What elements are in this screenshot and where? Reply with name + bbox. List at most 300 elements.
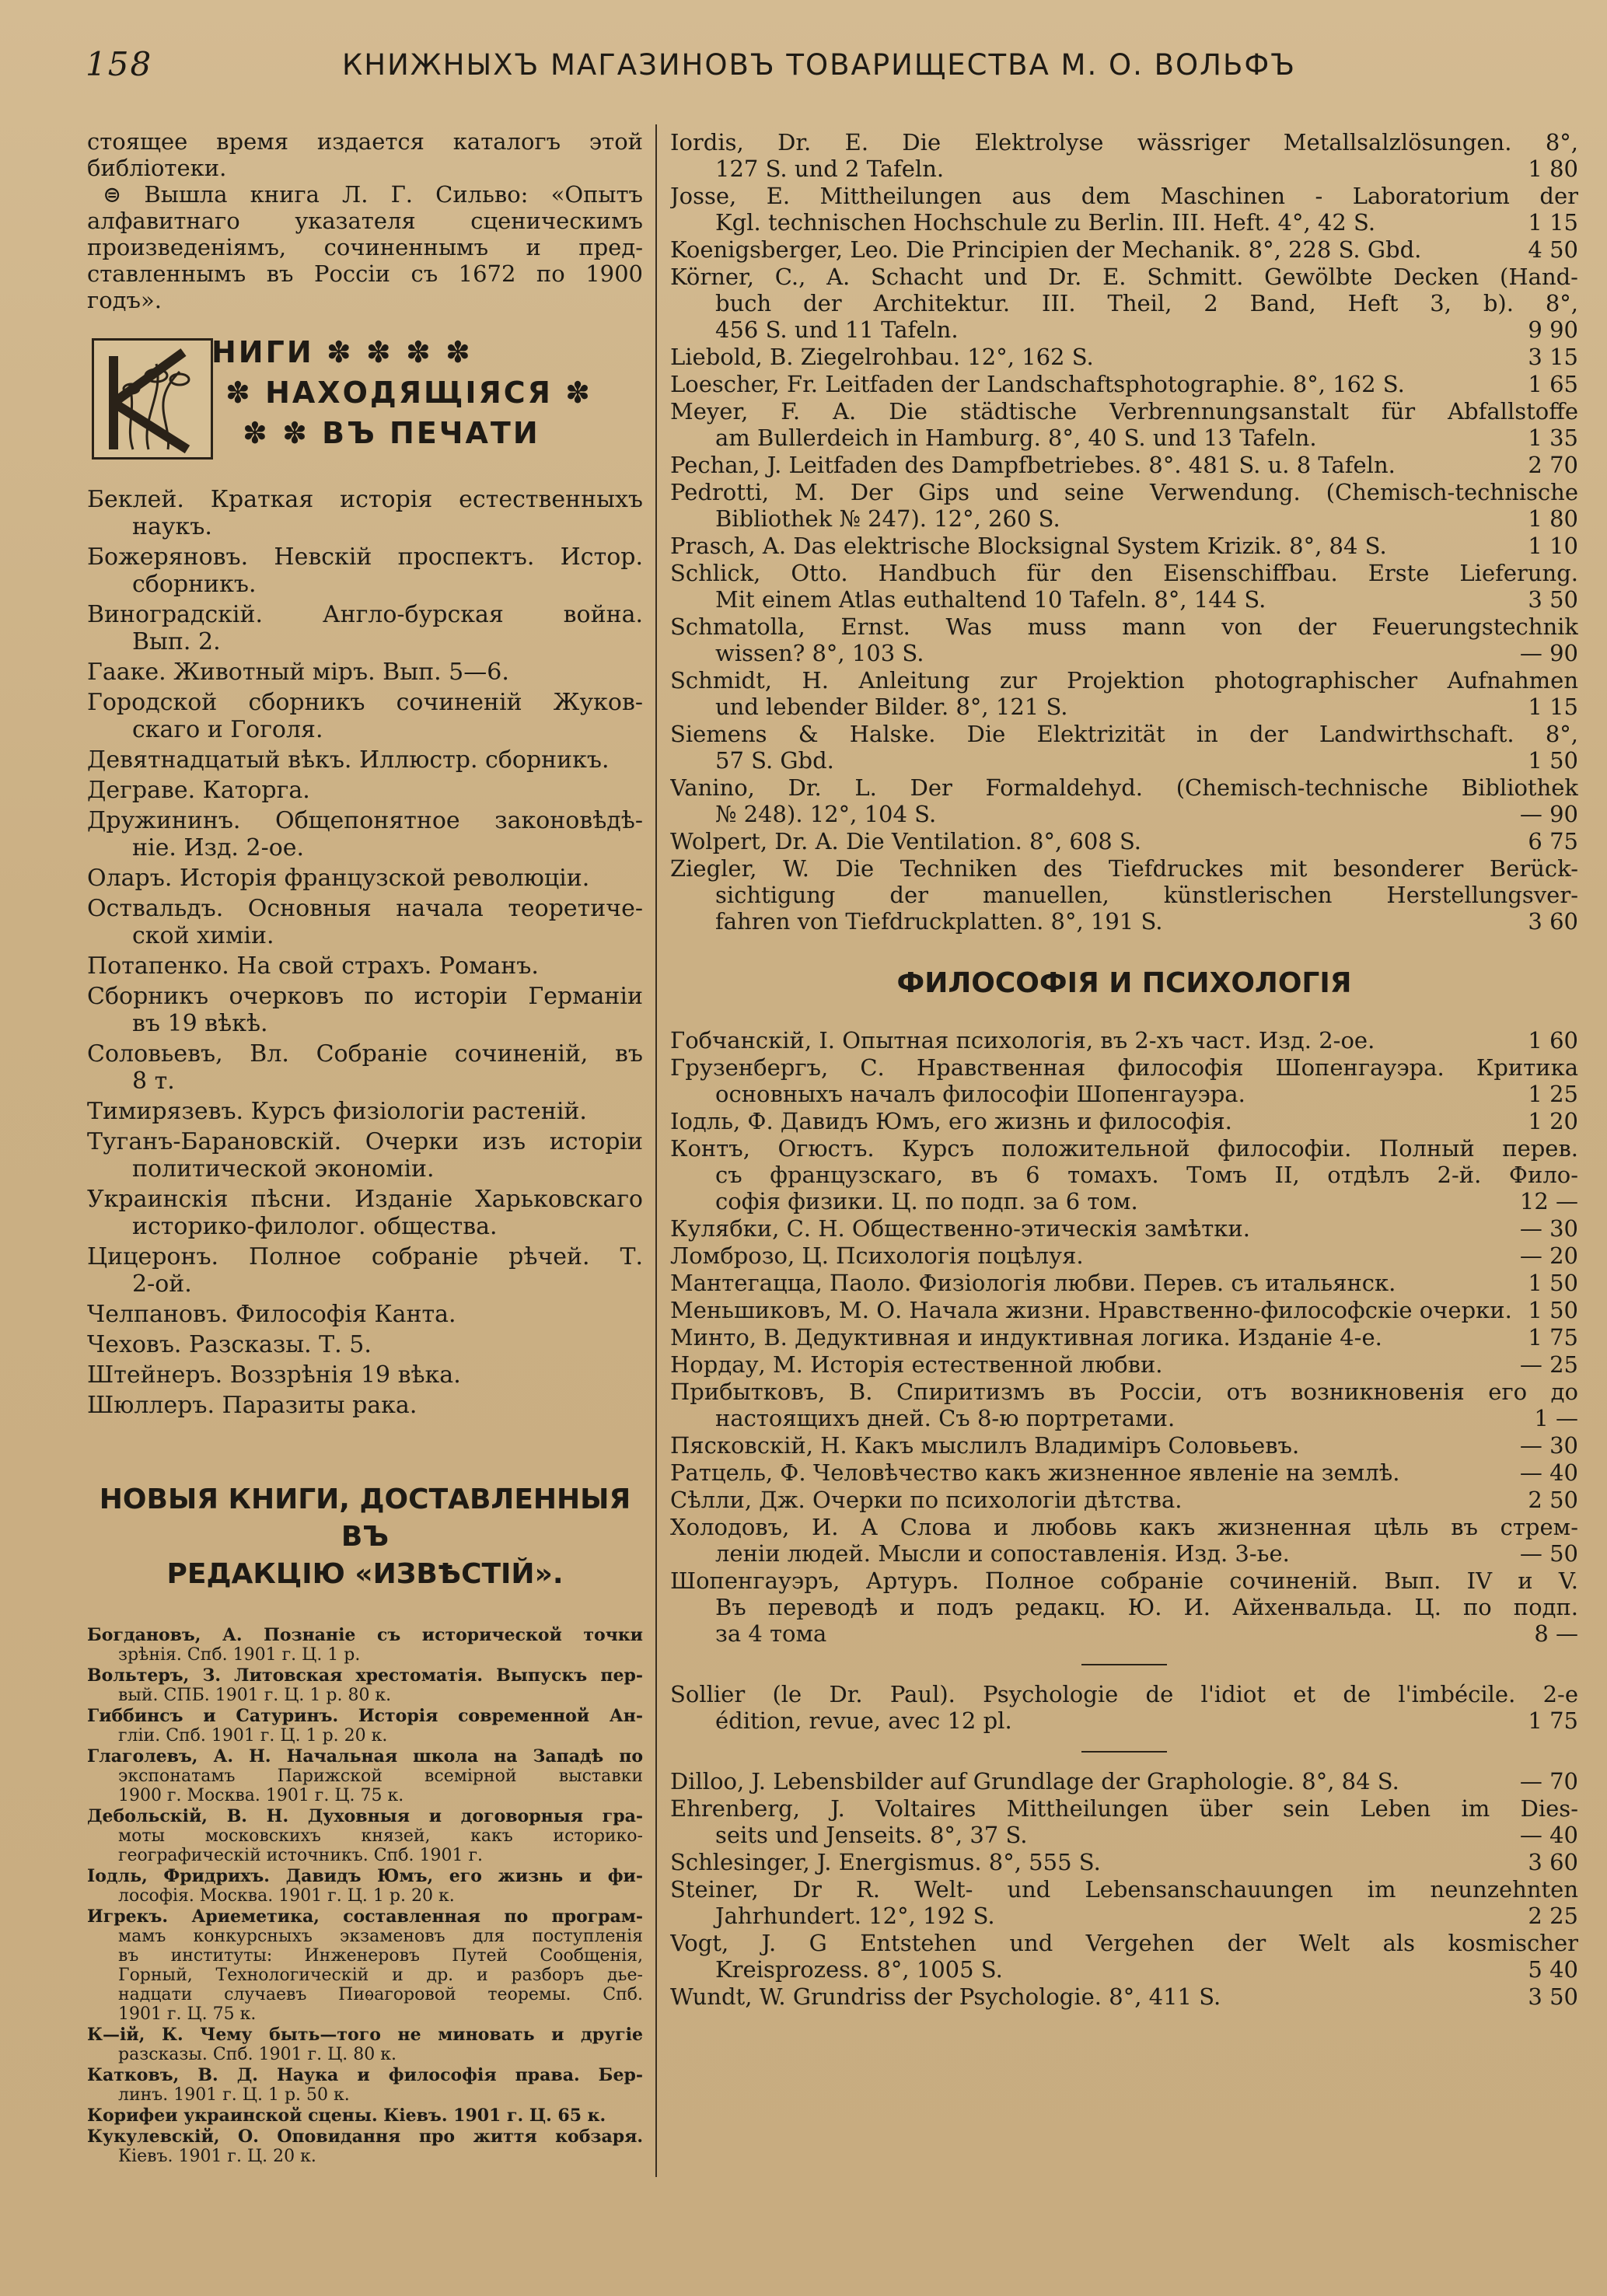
tech-entry-line: Meyer, F. A. Die städtische Verbrennungsanstalt für Abfallstoffe	[670, 398, 1578, 425]
german-entry-text: Wundt, W. Grundriss der Psychologie. 8°, 411 S.	[670, 1983, 1221, 2010]
philosophy-entry-price: 1 20	[1528, 1108, 1578, 1134]
tech-entry-line: Pedrotti, M. Der Gips und seine Verwendung. (Chemisch-technische	[670, 479, 1578, 505]
press-entry	[87, 952, 643, 980]
philosophy-books-list	[670, 1027, 1578, 1647]
philosophy-entry	[670, 1432, 1578, 1459]
tech-entry	[670, 533, 1578, 559]
german-entry-text: Dilloo, J. Lebensbilder auf Grundlage der Graphologie. 8°, 84 S.	[670, 1768, 1399, 1795]
philosophy-entry-last-line	[670, 1351, 1578, 1378]
tech-entry	[670, 721, 1578, 774]
german-entry-last-line	[670, 1983, 1578, 2010]
german-entry-price: 2 25	[1528, 1903, 1578, 1929]
right-column	[670, 128, 1578, 2189]
press-heading-block	[87, 335, 643, 460]
new-book-line: Горный, Технологическій и др. и разборъ дье-	[118, 1966, 643, 1985]
philosophy-entry-last-line	[670, 1620, 1578, 1647]
german-entry	[670, 1768, 1578, 1795]
tech-entry-last-line	[670, 801, 1578, 827]
page-title: КНИЖНЫХЪ МАГАЗИНОВЪ ТОВАРИЩЕСТВА М. О. ВОЛЬФЪ	[342, 48, 1297, 82]
philosophy-entry	[670, 1108, 1578, 1134]
philosophy-entry	[670, 1567, 1578, 1647]
german-entry	[670, 1849, 1578, 1875]
philosophy-entry-last-line	[670, 1487, 1578, 1513]
philosophy-entry-text: Пясковскій, Н. Какъ мыслилъ Владиміръ Соловьевъ.	[670, 1432, 1300, 1459]
german-entry-last-line	[670, 1768, 1578, 1795]
books-in-press-list	[87, 486, 643, 1419]
german-entry-last-line	[670, 1822, 1578, 1848]
new-book-line: Кукулевскій, О. Оповидання про життя кобзаря.	[87, 2127, 643, 2147]
ornamental-initial-K-icon	[92, 338, 213, 460]
tech-entry-text: Prasch, A. Das elektrische Blocksignal System Krizik. 8°, 84 S.	[670, 533, 1387, 559]
new-book-line: линъ. 1901 г. Ц. 1 р. 50 к.	[118, 2085, 350, 2105]
page-number: 158	[86, 45, 153, 83]
press-entry-line: Вып. 2.	[132, 628, 221, 655]
intro-line: произведеніямъ, сочиненнымъ и пред-	[87, 234, 643, 260]
new-book-line: Іодль, Фридрихъ. Давидъ Юмъ, его жизнь и фи-	[87, 1866, 643, 1886]
tech-entry-last-line	[670, 236, 1578, 263]
press-entry-line: Шюллеръ. Паразиты рака.	[87, 1392, 417, 1419]
press-entry	[87, 895, 643, 949]
german-entry-line: Steiner, Dr R. Welt- und Lebensanschauungen im neunzehnten	[670, 1876, 1578, 1903]
philosophy-entry-price: 1 75	[1528, 1324, 1578, 1351]
tech-entry-text: Koenigsberger, Leo. Die Principien der Mechanik. 8°, 228 S. Gbd.	[670, 236, 1422, 263]
french-books-list	[670, 1681, 1578, 1734]
philosophy-entry-text: Нордау, М. Исторія естественной любви.	[670, 1351, 1163, 1378]
tech-entry-price: 6 75	[1528, 828, 1578, 854]
tech-entry-line: buch der Architektur. III. Theil, 2 Band, Heft 3, b). 8°,	[715, 290, 1578, 316]
philosophy-entry-line: съ французскаго, въ 6 томахъ. Томъ II, отдѣлъ 2-й. Фило-	[715, 1162, 1578, 1188]
tech-entry-last-line	[670, 505, 1578, 532]
philosophy-entry	[670, 1297, 1578, 1323]
tech-entry-line: Vanino, Dr. L. Der Formaldehyd. (Chemisch-technische Bibliothek	[670, 774, 1578, 801]
tech-entry-last-line	[670, 828, 1578, 854]
new-book-entry	[87, 1807, 643, 1865]
new-book-line: Игрекъ. Ариеметика, составленная по програм-	[87, 1906, 643, 1927]
press-entry	[87, 1392, 643, 1419]
tech-entry	[670, 855, 1578, 935]
philosophy-entry-price: 12 —	[1519, 1188, 1578, 1214]
tech-entry	[670, 613, 1578, 666]
new-book-line: Богдановъ, А. Познаніе съ исторической точки	[87, 1625, 643, 1645]
tech-entry-price: 1 65	[1528, 371, 1578, 397]
philosophy-entry-price: — 20	[1519, 1242, 1578, 1269]
new-book-line: 1901 г. Ц. 75 к.	[118, 2004, 257, 2024]
new-book-entry	[87, 2127, 643, 2166]
press-entry	[87, 1243, 643, 1298]
german-entry-last-line	[670, 1849, 1578, 1875]
philosophy-entry-text: Сѣлли, Дж. Очерки по психологіи дѣтства.	[670, 1487, 1183, 1513]
new-book-entry	[87, 1626, 643, 1665]
tech-entry-price: 3 15	[1528, 344, 1578, 370]
new-book-entry	[87, 2066, 643, 2105]
tech-entry-price: 9 90	[1528, 316, 1578, 343]
philosophy-entry-price: 1 50	[1528, 1270, 1578, 1296]
new-book-line: Вольтеръ, З. Литовская хрестоматія. Выпускъ пер-	[87, 1665, 643, 1686]
philosophy-entry-price: 8 —	[1534, 1620, 1578, 1647]
tech-entry-price: 2 70	[1528, 452, 1578, 478]
tech-entry-line: sichtigung der manuellen, künstlerischen Herstellungsver-	[715, 882, 1578, 908]
tech-entry-last-line	[670, 452, 1578, 478]
tech-entry-line: Schmatolla, Ernst. Was muss mann von der Feuerungstechnik	[670, 613, 1578, 640]
press-entry-line: Бeклей. Краткая исторія естественныхъ	[87, 486, 643, 513]
press-entry	[87, 486, 643, 540]
new-book-entry	[87, 2025, 643, 2064]
tech-entry	[670, 344, 1578, 370]
press-entry-line: Тимирязевъ. Курсъ физіологіи растеній.	[87, 1098, 587, 1125]
philosophy-entry	[670, 1135, 1578, 1214]
press-entry-line: Дружининъ. Общепонятное законовѣдѣ-	[87, 807, 643, 834]
press-entry-line: Городской сборникъ сочиненій Жуков-	[87, 689, 643, 716]
new-book-entry	[87, 1867, 643, 1906]
column-divider	[655, 124, 657, 2177]
press-entry	[87, 807, 643, 861]
tech-entry-line: Schlick, Otto. Handbuch für den Eisenschiffbau. Erste Lieferung.	[670, 560, 1578, 586]
tech-entry-price: 1 35	[1528, 425, 1578, 451]
philosophy-entry-last-line	[670, 1270, 1578, 1296]
press-entry-line: Оларъ. Исторія французской революціи.	[87, 865, 590, 892]
tech-entry-price: 4 50	[1528, 236, 1578, 263]
philosophy-entry-line: Холодовъ, И. А Слова и любовь какъ жизненная цѣль въ стрем-	[670, 1514, 1578, 1540]
tech-entry-text: Wolpert, Dr. A. Die Ventilation. 8°, 608 S.	[670, 828, 1142, 854]
new-book-line: мамъ конкурсныхъ экзаменовъ для поступленія	[118, 1927, 643, 1946]
new-book-line: географическій источникъ. Спб. 1901 г.	[118, 1846, 483, 1865]
tech-entry-line: Schmidt, H. Anleitung zur Projektion photographischer Aufnahmen	[670, 667, 1578, 694]
philosophy-entry-last-line	[670, 1027, 1578, 1054]
press-entry-line: Божеряновъ. Невскій проспектъ. Истор.	[87, 543, 643, 571]
tech-entry-line: Josse, E. Mittheilungen aus dem Maschinen - Laboratorium der	[670, 183, 1578, 209]
press-entry	[87, 659, 643, 686]
german-entry-line: Ehrenberg, J. Voltaires Mittheilungen über sein Leben im Dies-	[670, 1795, 1578, 1822]
new-book-entry	[87, 2106, 643, 2126]
tech-entry-line: Ziegler, W. Die Techniken des Tiefdruckes mit besonderer Berück-	[670, 855, 1578, 882]
sollier-entry-price: 1 75	[1528, 1707, 1578, 1734]
tech-entry-last-line	[670, 316, 1578, 343]
tech-entry-last-line	[670, 640, 1578, 666]
press-heading-line-2: ✽ НАХОДЯЩІЯСЯ ✽	[225, 376, 592, 410]
tech-entry	[670, 828, 1578, 854]
tech-entry-text: Liebold, B. Ziegelrohbau. 12°, 162 S.	[670, 344, 1094, 370]
philosophy-entry	[670, 1514, 1578, 1567]
philosophy-entry-last-line	[670, 1324, 1578, 1351]
new-book-entry	[87, 1707, 643, 1746]
press-entry	[87, 865, 643, 892]
tech-entry-text: Mit einem Atlas euthaltend 10 Tafeln. 8°, 144 S.	[715, 586, 1266, 613]
page-header	[86, 45, 1578, 92]
philosophy-entry-last-line	[670, 1188, 1578, 1214]
new-book-line: Дебольскій, В. Н. Духовныя и договорныя гра-	[87, 1806, 643, 1826]
press-entry	[87, 746, 643, 774]
philosophy-entry-price: 1 60	[1528, 1027, 1578, 1054]
tech-entry-price: — 90	[1519, 640, 1578, 666]
tech-entry-text: 456 S. und 11 Tafeln.	[715, 316, 959, 343]
press-entry-line: въ 19 вѣкѣ.	[132, 1010, 268, 1037]
new-book-line: лософія. Москва. 1901 г. Ц. 1 р. 20 к.	[118, 1886, 455, 1906]
german-entry-text: Schlesinger, J. Energismus. 8°, 555 S.	[670, 1849, 1101, 1875]
philosophy-entry-price: 1 25	[1528, 1081, 1578, 1107]
intro-line: стоящее время издается каталогъ этой	[87, 128, 643, 155]
press-entry-line: Оствальдъ. Основныя начала теоретиче-	[87, 895, 643, 922]
philosophy-entry	[670, 1027, 1578, 1054]
philosophy-entry-text: за 4 тома	[715, 1620, 827, 1647]
philosophy-entry-last-line	[670, 1108, 1578, 1134]
press-entry	[87, 1128, 643, 1183]
new-books-heading-line-2: РЕДАКЦІЮ «ИЗВѢСТІЙ».	[166, 1558, 564, 1590]
press-entry-line: Челпановъ. Философія Канта.	[87, 1301, 456, 1328]
press-entry-line: Чеховъ. Разсказы. Т. 5.	[87, 1331, 372, 1358]
philosophy-entry-text: основныхъ началъ философіи Шопенгауэра.	[715, 1081, 1245, 1107]
tech-entry	[670, 264, 1578, 343]
tech-entry-text: Bibliothek № 247). 12°, 260 S.	[715, 505, 1060, 532]
philosophy-entry-price: — 50	[1519, 1540, 1578, 1567]
tech-entry-line: Körner, C., A. Schacht und Dr. E. Schmitt. Gewölbte Decken (Hand-	[670, 264, 1578, 290]
tech-entry	[670, 398, 1578, 451]
press-entry	[87, 1040, 643, 1095]
left-column	[87, 128, 643, 2189]
german-entry-text: seits und Jenseits. 8°, 37 S.	[715, 1822, 1028, 1848]
philosophy-entry-text: софія физики. Ц. по подп. за 6 том.	[715, 1188, 1138, 1214]
philosophy-entry-text: Ратцель, Ф. Человѣчество какъ жизненное явленіе на землѣ.	[670, 1459, 1400, 1486]
german-entry-price: 5 40	[1528, 1956, 1578, 1983]
intro-line: ⊜ Вышла книга Л. Г. Сильво: «Опытъ	[103, 181, 643, 208]
tech-entry-price: 1 80	[1528, 505, 1578, 532]
new-book-line: экспонатамъ Парижской всемірной выставки	[118, 1767, 643, 1786]
german-entry-price: 3 50	[1528, 1983, 1578, 2010]
sollier-entry-line: Sollier (le Dr. Paul). Psychologie de l'idiot et de l'imbécile. 2-e	[670, 1681, 1578, 1707]
philosophy-entry-line: Шопенгауэръ, Артуръ. Полное собраніе сочиненій. Вып. IV и V.	[670, 1567, 1578, 1594]
press-entry	[87, 601, 643, 655]
tech-entry-price: 1 15	[1528, 209, 1578, 236]
philosophy-entry-text: Меньшиковъ, М. О. Начала жизни. Нравственно-философскіе очерки.	[670, 1297, 1512, 1323]
tech-entry-text: am Bullerdeich in Hamburg. 8°, 40 S. und 13 Tafeln.	[715, 425, 1317, 451]
tech-entry-last-line	[670, 533, 1578, 559]
intro-line: годъ».	[87, 287, 162, 313]
philosophy-entry-text: Минто, В. Дедуктивная и индуктивная логика. Изданіе 4-е.	[670, 1324, 1382, 1351]
philosophy-entry-last-line	[670, 1242, 1578, 1269]
philosophy-entry-line: Контъ, Огюстъ. Курсъ положительной философіи. Полный перев.	[670, 1135, 1578, 1162]
tech-entry-line: Siemens & Halske. Die Elektrizität in der Landwirthschaft. 8°,	[670, 721, 1578, 747]
philosophy-entry-last-line	[670, 1540, 1578, 1567]
new-book-line: К—ій, К. Чему быть—того не миновать и другіе	[87, 2025, 643, 2045]
tech-entry-last-line	[670, 156, 1578, 182]
intro-line: ставленнымъ въ Россіи съ 1672 по 1900	[87, 260, 643, 287]
tech-entry-text: 127 S. und 2 Tafeln.	[715, 156, 945, 182]
new-book-line: зрѣнія. Спб. 1901 г. Ц. 1 р.	[118, 1645, 361, 1665]
press-entry	[87, 543, 643, 598]
tech-entry-text: Kgl. technischen Hochschule zu Berlin. III. Heft. 4°, 42 S.	[715, 209, 1376, 236]
press-entry	[87, 983, 643, 1037]
tech-entry-last-line	[670, 747, 1578, 774]
tech-entry-price: 1 15	[1528, 694, 1578, 720]
german-entry-last-line	[670, 1956, 1578, 1983]
philosophy-entry	[670, 1487, 1578, 1513]
press-heading-line-1: НИГИ ✽ ✽ ✽ ✽	[211, 335, 473, 369]
german-entry-text: Kreisprozess. 8°, 1005 S.	[715, 1956, 1003, 1983]
new-book-line: Катковъ, В. Д. Наука и философія права. Бер-	[87, 2065, 643, 2085]
press-entry-line: ской химіи.	[132, 922, 274, 949]
intro-line: библіотеки.	[87, 155, 227, 181]
press-entry	[87, 1098, 643, 1125]
tech-entry-last-line	[670, 209, 1578, 236]
new-book-entry	[87, 1907, 643, 2024]
german-entry-price: — 70	[1519, 1768, 1578, 1795]
new-book-line: разсказы. Спб. 1901 г. Ц. 80 к.	[118, 2045, 397, 2064]
press-entry-line: Соловьевъ, Вл. Собраніе сочиненій, въ	[87, 1040, 643, 1068]
tech-entry-price: — 90	[1519, 801, 1578, 827]
philosophy-entry-last-line	[670, 1081, 1578, 1107]
press-entry-line: Сборникъ очерковъ по исторіи Германіи	[87, 983, 643, 1010]
tech-entry-text: und lebender Bilder. 8°, 121 S.	[715, 694, 1068, 720]
press-entry-line: Гааке. Животный міръ. Вып. 5—6.	[87, 659, 509, 686]
philosophy-entry	[670, 1324, 1578, 1351]
tech-entry	[670, 371, 1578, 397]
section-rule	[1081, 1751, 1167, 1753]
philosophy-entry-price: — 30	[1519, 1215, 1578, 1242]
sollier-entry-last-line	[670, 1707, 1578, 1734]
philosophy-entry-text: Гобчанскій, I. Опытная психологія, въ 2-хъ част. Изд. 2-ое.	[670, 1027, 1375, 1054]
german-entry	[670, 1876, 1578, 1929]
philosophy-entry-price: 1 50	[1528, 1297, 1578, 1323]
new-book-line: вый. СПБ. 1901 г. Ц. 1 р. 80 к.	[118, 1686, 392, 1705]
press-entry-line: Девятнадцатый вѣкъ. Иллюстр. сборникъ.	[87, 746, 610, 774]
philosophy-entry-text: Ломброзо, Ц. Психологія поцѣлуя.	[670, 1242, 1084, 1269]
tech-entry	[670, 479, 1578, 532]
tech-entry	[670, 667, 1578, 720]
new-books-heading-line-1: НОВЫЯ КНИГИ, ДОСТАВЛЕННЫЯ ВЪ	[99, 1483, 631, 1553]
tech-entry-last-line	[670, 694, 1578, 720]
tech-entry	[670, 452, 1578, 478]
tech-entry-price: 3 50	[1528, 586, 1578, 613]
philosophy-entry-price: — 25	[1519, 1351, 1578, 1378]
german-entry-last-line	[670, 1903, 1578, 1929]
tech-entry	[670, 560, 1578, 613]
sollier-entry-text: édition, revue, avec 12 pl.	[715, 1707, 1012, 1734]
press-entry	[87, 1301, 643, 1328]
press-entry-line: политической экономіи.	[132, 1155, 435, 1183]
new-book-line: Кіевъ. 1901 г. Ц. 20 к.	[118, 2147, 316, 2166]
tech-entry-text: № 248). 12°, 104 S.	[715, 801, 937, 827]
press-entry	[87, 689, 643, 743]
tech-entry	[670, 774, 1578, 827]
tech-entry-last-line	[670, 586, 1578, 613]
press-entry-line: наукъ.	[132, 513, 212, 540]
german-entry-price: 3 60	[1528, 1849, 1578, 1875]
philosophy-entry	[670, 1242, 1578, 1269]
press-entry	[87, 1331, 643, 1358]
new-book-line: 1900 г. Москва. 1901 г. Ц. 75 к.	[118, 1786, 404, 1805]
philosophy-entry-text: настоящихъ дней. Съ 8-ю портретами.	[715, 1405, 1176, 1431]
technical-books-list	[670, 129, 1578, 935]
new-books-heading	[87, 1481, 643, 1593]
tech-entry-price: 1 50	[1528, 747, 1578, 774]
tech-entry-text: Pechan, J. Leitfaden des Dampfbetriebes. 8°. 481 S. u. 8 Tafeln.	[670, 452, 1396, 478]
new-book-line: гліи. Спб. 1901 г. Ц. 1 р. 20 к.	[118, 1726, 388, 1746]
section-rule	[1081, 1664, 1167, 1665]
philosophy-entry	[670, 1351, 1578, 1378]
tech-entry-line: Iordis, Dr. E. Die Elektrolyse wässriger Metallsalzlösungen. 8°,	[670, 129, 1578, 156]
tech-entry-text: 57 S. Gbd.	[715, 747, 834, 774]
philosophy-entry-last-line	[670, 1405, 1578, 1431]
philosophy-entry-text: Кулябки, С. Н. Общественно-этическія замѣтки.	[670, 1215, 1250, 1242]
new-book-entry	[87, 1747, 643, 1805]
philosophy-entry-text: Іодль, Ф. Давидъ Юмъ, его жизнь и философія.	[670, 1108, 1232, 1134]
german-entry	[670, 1930, 1578, 1983]
press-entry-line: сборникъ.	[132, 571, 257, 598]
philosophy-entry-last-line	[670, 1297, 1578, 1323]
philosophy-entry-last-line	[670, 1459, 1578, 1486]
tech-entry-last-line	[670, 371, 1578, 397]
german-entry-line: Vogt, J. G Entstehen und Vergehen der Welt als kosmischer	[670, 1930, 1578, 1956]
new-book-line: въ институты: Инженеровъ Путей Сообщенія,	[118, 1946, 643, 1966]
philosophy-entry-last-line	[670, 1215, 1578, 1242]
tech-entry-price: 1 10	[1528, 533, 1578, 559]
new-book-entry	[87, 1666, 643, 1705]
philosophy-entry-last-line	[670, 1432, 1578, 1459]
tech-entry	[670, 129, 1578, 182]
press-entry-line: Цицеронъ. Полное собраніе рѣчей. Т.	[87, 1243, 643, 1270]
philosophy-entry-price: 2 50	[1528, 1487, 1578, 1513]
press-entry	[87, 1361, 643, 1389]
new-book-line: Глаголевъ, А. Н. Начальная школа на Западѣ по	[87, 1746, 643, 1767]
sollier-entry	[670, 1681, 1578, 1734]
intro-line: алфавитнаго указателя сценическимъ	[87, 208, 643, 234]
tech-entry-text: wissen? 8°, 103 S.	[715, 640, 924, 666]
press-heading-line-3: ✽ ✽ ВЪ ПЕЧАТИ	[243, 416, 540, 450]
new-books-list	[87, 1626, 643, 2166]
tech-entry-price: 3 60	[1528, 908, 1578, 935]
new-book-line: Корифеи украинской сцены. Кіевъ. 1901 г. Ц. 65 к.	[87, 2106, 606, 2126]
press-entry-line: Штейнеръ. Воззрѣнія 19 вѣка.	[87, 1361, 461, 1389]
philosophy-entry-price: — 30	[1519, 1432, 1578, 1459]
philosophy-entry	[670, 1379, 1578, 1431]
tech-entry-text: Loescher, Fr. Leitfaden der Landschaftsphotographie. 8°, 162 S.	[670, 371, 1405, 397]
tech-entry	[670, 183, 1578, 236]
press-entry-line: 8 т.	[132, 1068, 175, 1095]
philosophy-entry	[670, 1215, 1578, 1242]
german-entry-text: Jahrhundert. 12°, 192 S.	[715, 1903, 995, 1929]
press-entry-line: Украинскія пѣсни. Изданіе Харьковскаго	[87, 1186, 643, 1213]
philosophy-entry-text: Мантегацца, Паоло. Физіологія любви. Перев. съ итальянск.	[670, 1270, 1396, 1296]
german-entry-price: — 40	[1519, 1822, 1578, 1848]
press-entry-line: ніе. Изд. 2-ое.	[132, 834, 305, 861]
press-entry-line: Туганъ-Барановскій. Очерки изъ исторіи	[87, 1128, 643, 1155]
tech-entry	[670, 236, 1578, 263]
new-book-line: моты московскихъ князей, какъ историко-	[118, 1826, 643, 1846]
philosophy-entry-line: Прибытковъ, В. Спиритизмъ въ Россіи, отъ возникновенія его до	[670, 1379, 1578, 1405]
philosophy-heading: ФИЛОСОФІЯ И ПСИХОЛОГІЯ	[896, 967, 1352, 999]
german-entry	[670, 1795, 1578, 1848]
german-psychology-books-list	[670, 1768, 1578, 2010]
philosophy-entry-text: леніи людей. Мысли и сопоставленія. Изд. 3-ье.	[715, 1540, 1290, 1567]
philosophy-entry	[670, 1054, 1578, 1107]
philosophy-entry-line: Въ переводѣ и подъ редакц. Ю. И. Айхенвальда. Ц. по подп.	[715, 1594, 1578, 1620]
philosophy-entry	[670, 1270, 1578, 1296]
philosophy-entry-line: Грузенбергъ, С. Нравственная философія Шопенгауэра. Критика	[670, 1054, 1578, 1081]
press-entry-line: скаго и Гоголя.	[132, 716, 323, 743]
tech-entry-last-line	[670, 344, 1578, 370]
press-entry-line: 2-ой.	[132, 1270, 192, 1298]
philosophy-entry	[670, 1459, 1578, 1486]
tech-entry-last-line	[670, 425, 1578, 451]
german-entry	[670, 1983, 1578, 2010]
tech-entry-text: fahren von Tiefdruckplatten. 8°, 191 S.	[715, 908, 1163, 935]
philosophy-entry-price: — 40	[1519, 1459, 1578, 1486]
new-book-line: надцати случаевъ Пиѳагоровой теоремы. Спб.	[118, 1985, 643, 2004]
press-entry	[87, 777, 643, 804]
tech-entry-last-line	[670, 908, 1578, 935]
press-entry	[87, 1186, 643, 1240]
press-entry-line: историко-филолог. общества.	[132, 1213, 498, 1240]
tech-entry-price: 1 80	[1528, 156, 1578, 182]
